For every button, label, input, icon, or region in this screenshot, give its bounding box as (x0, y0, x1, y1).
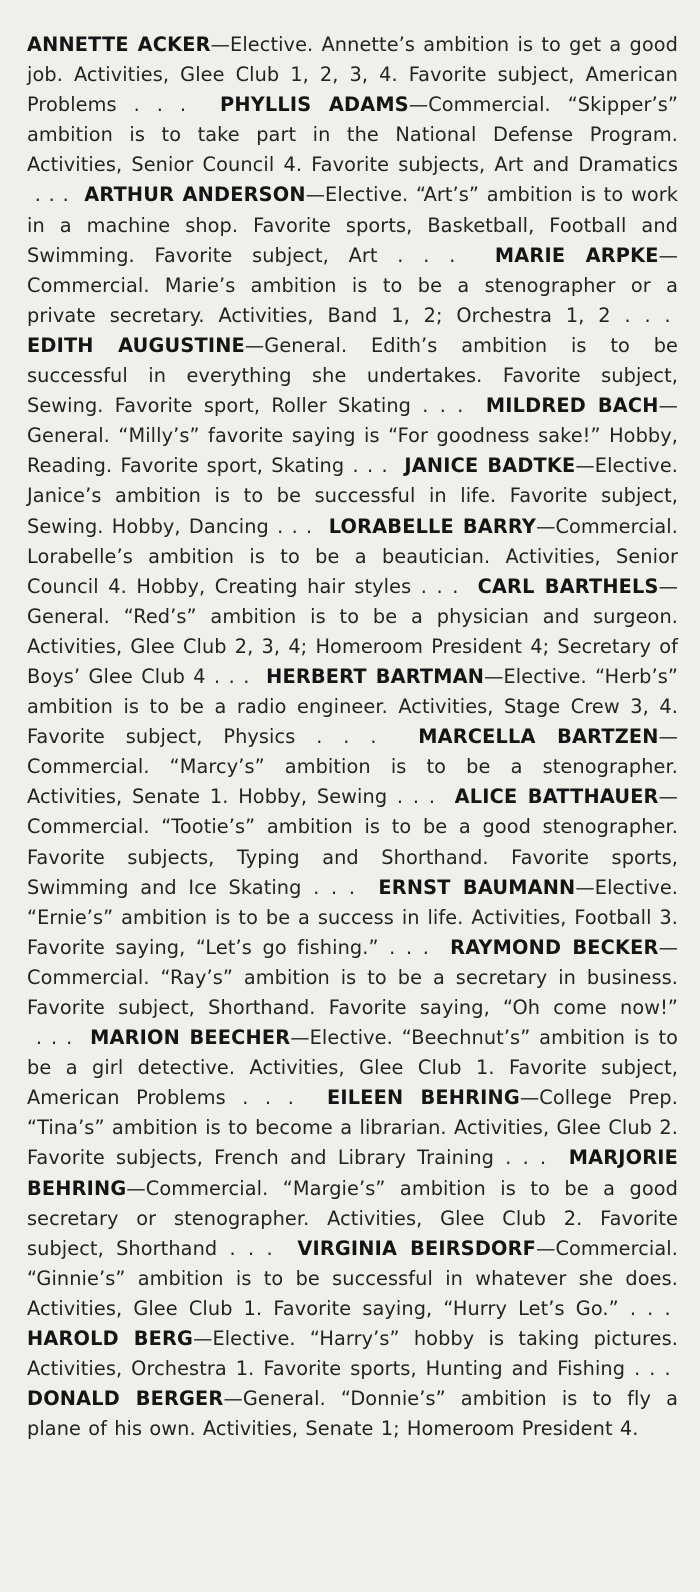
student-name: VIRGINIA BEIRSDORF (297, 1236, 537, 1260)
bio-entry (27, 1387, 678, 1440)
student-bio: —Elective. “Ernie’s” ambition is to be a success in life. Activities, Football 3. Favorite saying, “Let’s go fishing.” (27, 875, 679, 959)
student-name: MARION BEECHER (90, 1026, 291, 1050)
entry-separator: . . . (387, 785, 445, 809)
student-name: ANNETTE ACKER (27, 33, 211, 56)
student-bio: —Commercial. “Skipper’s” ambition is to take part in the National Defense Program. Activities, Senior Council 4. Favorite subjects, Art and Dramatics (27, 93, 678, 177)
entry-separator: . . . (610, 303, 678, 327)
entry-separator: . . . (618, 1296, 678, 1320)
entry-separator: . . . (205, 664, 258, 688)
student-name: ARTHUR ANDERSON (84, 183, 306, 207)
student-name: EILEEN BEHRING (327, 1086, 520, 1110)
bio-entry (27, 1327, 678, 1380)
student-bio: —General. “Red’s” ambition is to be a physician and surgeon. Activities, Glee Club 2, 3, 4; Homeroom President 4; Secretary of Boys’ Glee Club 4 (27, 574, 678, 688)
student-bio: —Elective. “Beechnut’s” ambition is to be a girl detective. Activities, Glee Club 1. Favorite subject, American Problems (27, 1026, 679, 1110)
student-bio: —College Prep. “Tina’s” ambition is to become a librarian. Activities, Glee Club 2. Favorite subjects, French and Library Training (27, 1086, 678, 1170)
entry-separator: . . . (625, 1357, 678, 1381)
entry-separator: . . . (217, 1236, 286, 1260)
student-bio: —Elective. “Art’s” ambition is to work in a machine shop. Favorite sports, Basketball, Football and Swimming. Favorite subject, Art (27, 183, 679, 267)
student-name: ALICE BATTHAUER (454, 785, 659, 809)
entry-separator: . . . (377, 243, 476, 267)
student-bio: —Commercial. “Margie’s” ambition is to be a good secretary or stenographer. Activities, Glee Club 2. Favorite subject, Shorthand (27, 1176, 678, 1260)
student-bio: —Commercial. “Tootie’s” ambition is to be a good stenographer. Favorite subjects, Typing and Shorthand. Favorite sports, Swimming and Ice Skating (27, 785, 678, 899)
student-bio: —General. Edith’s ambition is to be successful in everything she undertakes. Favorite subject, Sewing. Favorite sport, Roller Skating (27, 333, 678, 418)
entry-separator: . . . (411, 394, 475, 418)
entry-separator: . . . (494, 1146, 558, 1170)
student-bio: —Commercial. “Marcy’s” ambition is to be a stenographer. Activities, Senate 1. Hobby, Sewing (27, 725, 678, 809)
student-bio: —Elective. Janice’s ambition is to be successful in life. Favorite subject, Sewing. Hobby, Dancing (27, 454, 679, 538)
entry-separator: . . . (295, 725, 398, 749)
entry-separator: . . . (344, 454, 397, 478)
student-name: LORABELLE BARRY (328, 514, 537, 538)
student-bio: —General. “Donnie’s” ambition is to fly a plane of his own. Activities, Senate 1; Homeroom President 4. (27, 1387, 679, 1441)
student-name: DONALD BERGER (27, 1387, 224, 1411)
entry-separator: . . . (268, 514, 321, 538)
student-bio: —Elective. “Harry’s” hobby is taking pictures. Activities, Orchestra 1. Favorite sports, Hunting and Fishing (27, 1327, 678, 1381)
entry-separator: . . . (378, 935, 440, 959)
student-name: MARCELLA BARTZEN (418, 725, 659, 749)
student-name: JANICE BADTKE (404, 454, 576, 478)
student-bio: —Elective. “Herb’s” ambition is to be a radio engineer. Activities, Stage Crew 3, 4. Favorite subject, Physics (27, 664, 678, 749)
student-bio: —General. “Milly’s” favorite saying is “For goodness sake!” Hobby, Reading. Favorite sport, Skating (27, 394, 678, 478)
student-bio: —Commercial. Marie’s ambition is to be a stenographer or a private secretary. Activities, Band 1, 2; Orchestra 1, 2 (27, 243, 678, 327)
student-name: HAROLD BERG (27, 1327, 194, 1351)
entry-separator: . . . (27, 1026, 82, 1050)
entry-separator: . . . (411, 574, 469, 598)
student-bio: —Commercial. Lorabelle’s ambition is to be a beautician. Activities, Senior Council 4. Hobby, Creating hair styles (27, 514, 678, 598)
student-bio: —Commercial. “Ginnie’s” ambition is to be successful in whatever she does. Activities, Glee Club 1. Favorite saying, “Hurry Let’s Go.” (27, 1236, 678, 1320)
student-name: HERBERT BARTMAN (266, 664, 485, 688)
entry-separator: . . . (27, 183, 77, 207)
student-name: MARIE ARPKE (494, 243, 659, 267)
student-name: PHYLLIS ADAMS (220, 93, 409, 117)
senior-biographies (27, 30, 678, 1444)
student-name: CARL BARTHELS (477, 574, 659, 598)
entry-separator: . . . (225, 1086, 311, 1110)
student-name: RAYMOND BECKER (450, 935, 659, 959)
student-name: EDITH AUGUSTINE (27, 333, 245, 357)
entry-separator: . . . (116, 93, 204, 117)
student-bio: —Elective. Annette’s ambition is to get a good job. Activities, Glee Club 1, 2, 3, 4. Favorite subject, American Problems (27, 33, 678, 117)
entry-separator: . . . (301, 875, 367, 899)
student-name: MILDRED BACH (485, 394, 659, 418)
student-bio: —Commercial. “Ray’s” ambition is to be a secretary in business. Favorite subject, Shorthand. Favorite saying, “Oh come now!” (27, 935, 678, 1019)
student-name: ERNST BAUMANN (378, 875, 576, 899)
student-name: MARJORIE BEHRING (27, 1146, 679, 1200)
